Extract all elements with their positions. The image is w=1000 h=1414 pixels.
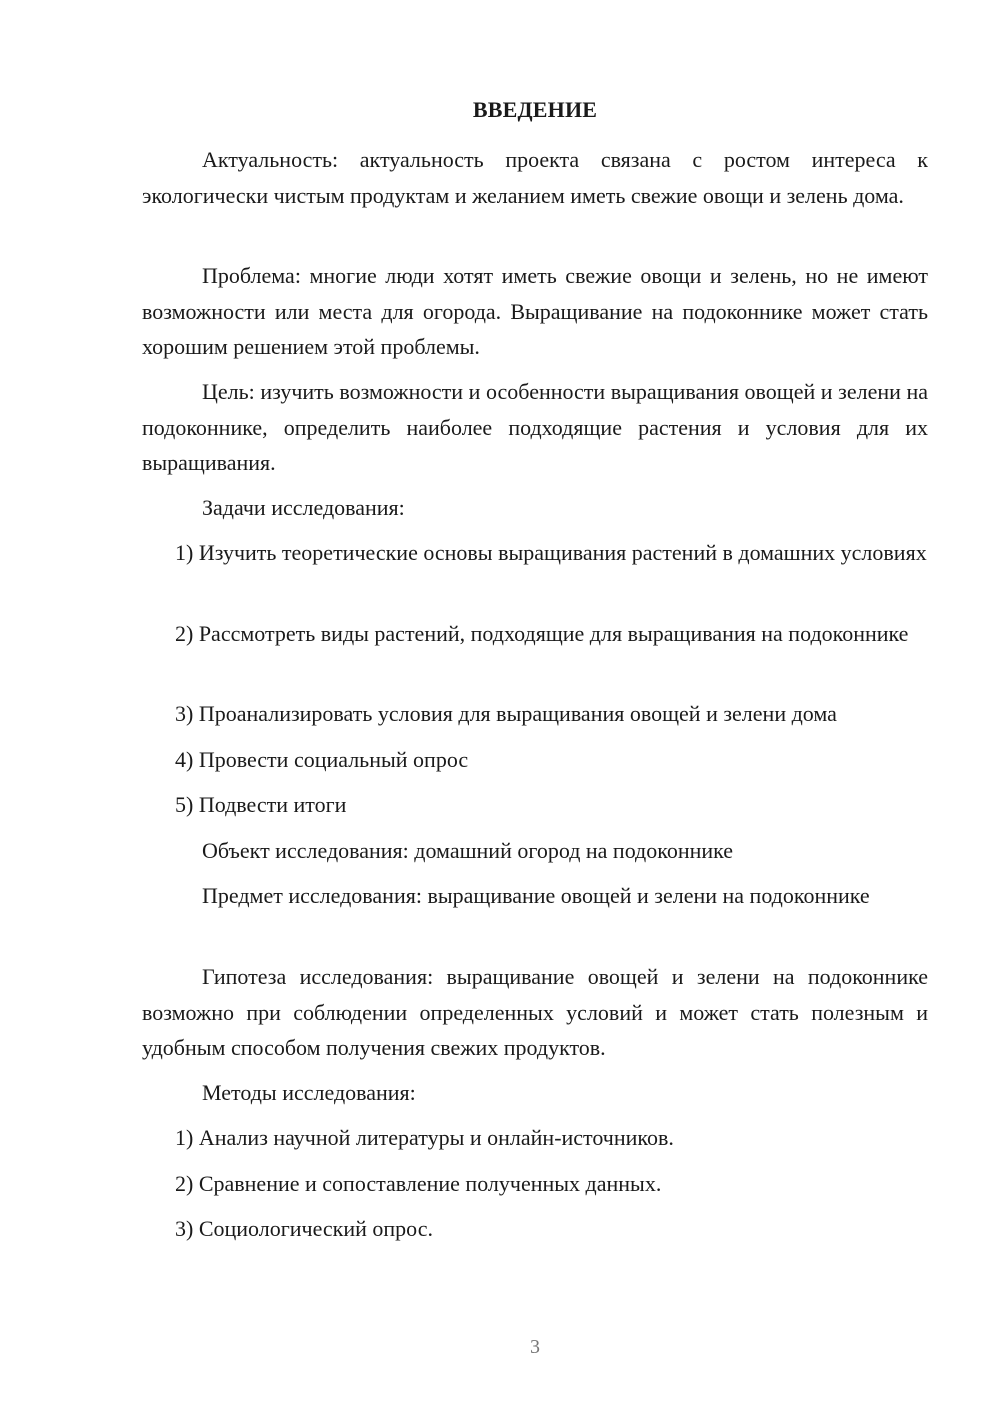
method-item-2: 2) Сравнение и сопоставление полученных данных. [175, 1171, 662, 1196]
object-paragraph: Объект исследования: домашний огород на подоконнике [202, 838, 734, 863]
task-item-1: 1) Изучить теоретические основы выращивания растений в домашних условиях [175, 540, 927, 565]
task-item-2: 2) Рассмотреть виды растений, подходящие для выращивания на подоконнике [175, 621, 909, 646]
relevance-paragraph: Актуальность: актуальность проекта связана с ростом интереса к экологически чистым продуктам и желанием иметь свежие овощи и зелень дома. [142, 147, 928, 208]
hypothesis-paragraph: Гипотеза исследования: выращивание овощей и зелени на подоконнике возможно при соблюдении определенных условий и может стать полезным и удобным способом получения свежих продуктов. [142, 964, 928, 1060]
method-item-3: 3) Социологический опрос. [175, 1216, 433, 1241]
method-item-1: 1) Анализ научной литературы и онлайн-источников. [175, 1125, 674, 1150]
methods-heading: Методы исследования: [202, 1080, 416, 1105]
page-number: 3 [530, 1336, 540, 1358]
tasks-heading: Задачи исследования: [202, 495, 405, 520]
problem-paragraph: Проблема: многие люди хотят иметь свежие овощи и зелень, но не имеют возможности или места для огорода. Выращивание на подоконнике может стать хорошим решением этой проблемы. [142, 263, 928, 359]
page-title: ВВЕДЕНИЕ [472, 97, 598, 122]
subject-paragraph: Предмет исследования: выращивание овощей и зелени на подоконнике [202, 883, 870, 908]
task-item-4: 4) Провести социальный опрос [175, 747, 469, 772]
task-item-3: 3) Проанализировать условия для выращивания овощей и зелени дома [175, 701, 837, 726]
task-item-5: 5) Подвести итоги [175, 792, 347, 817]
goal-paragraph: Цель: изучить возможности и особенности выращивания овощей и зелени на подоконнике, определить наиболее подходящие растения и условия для их выращивания. [142, 379, 928, 475]
